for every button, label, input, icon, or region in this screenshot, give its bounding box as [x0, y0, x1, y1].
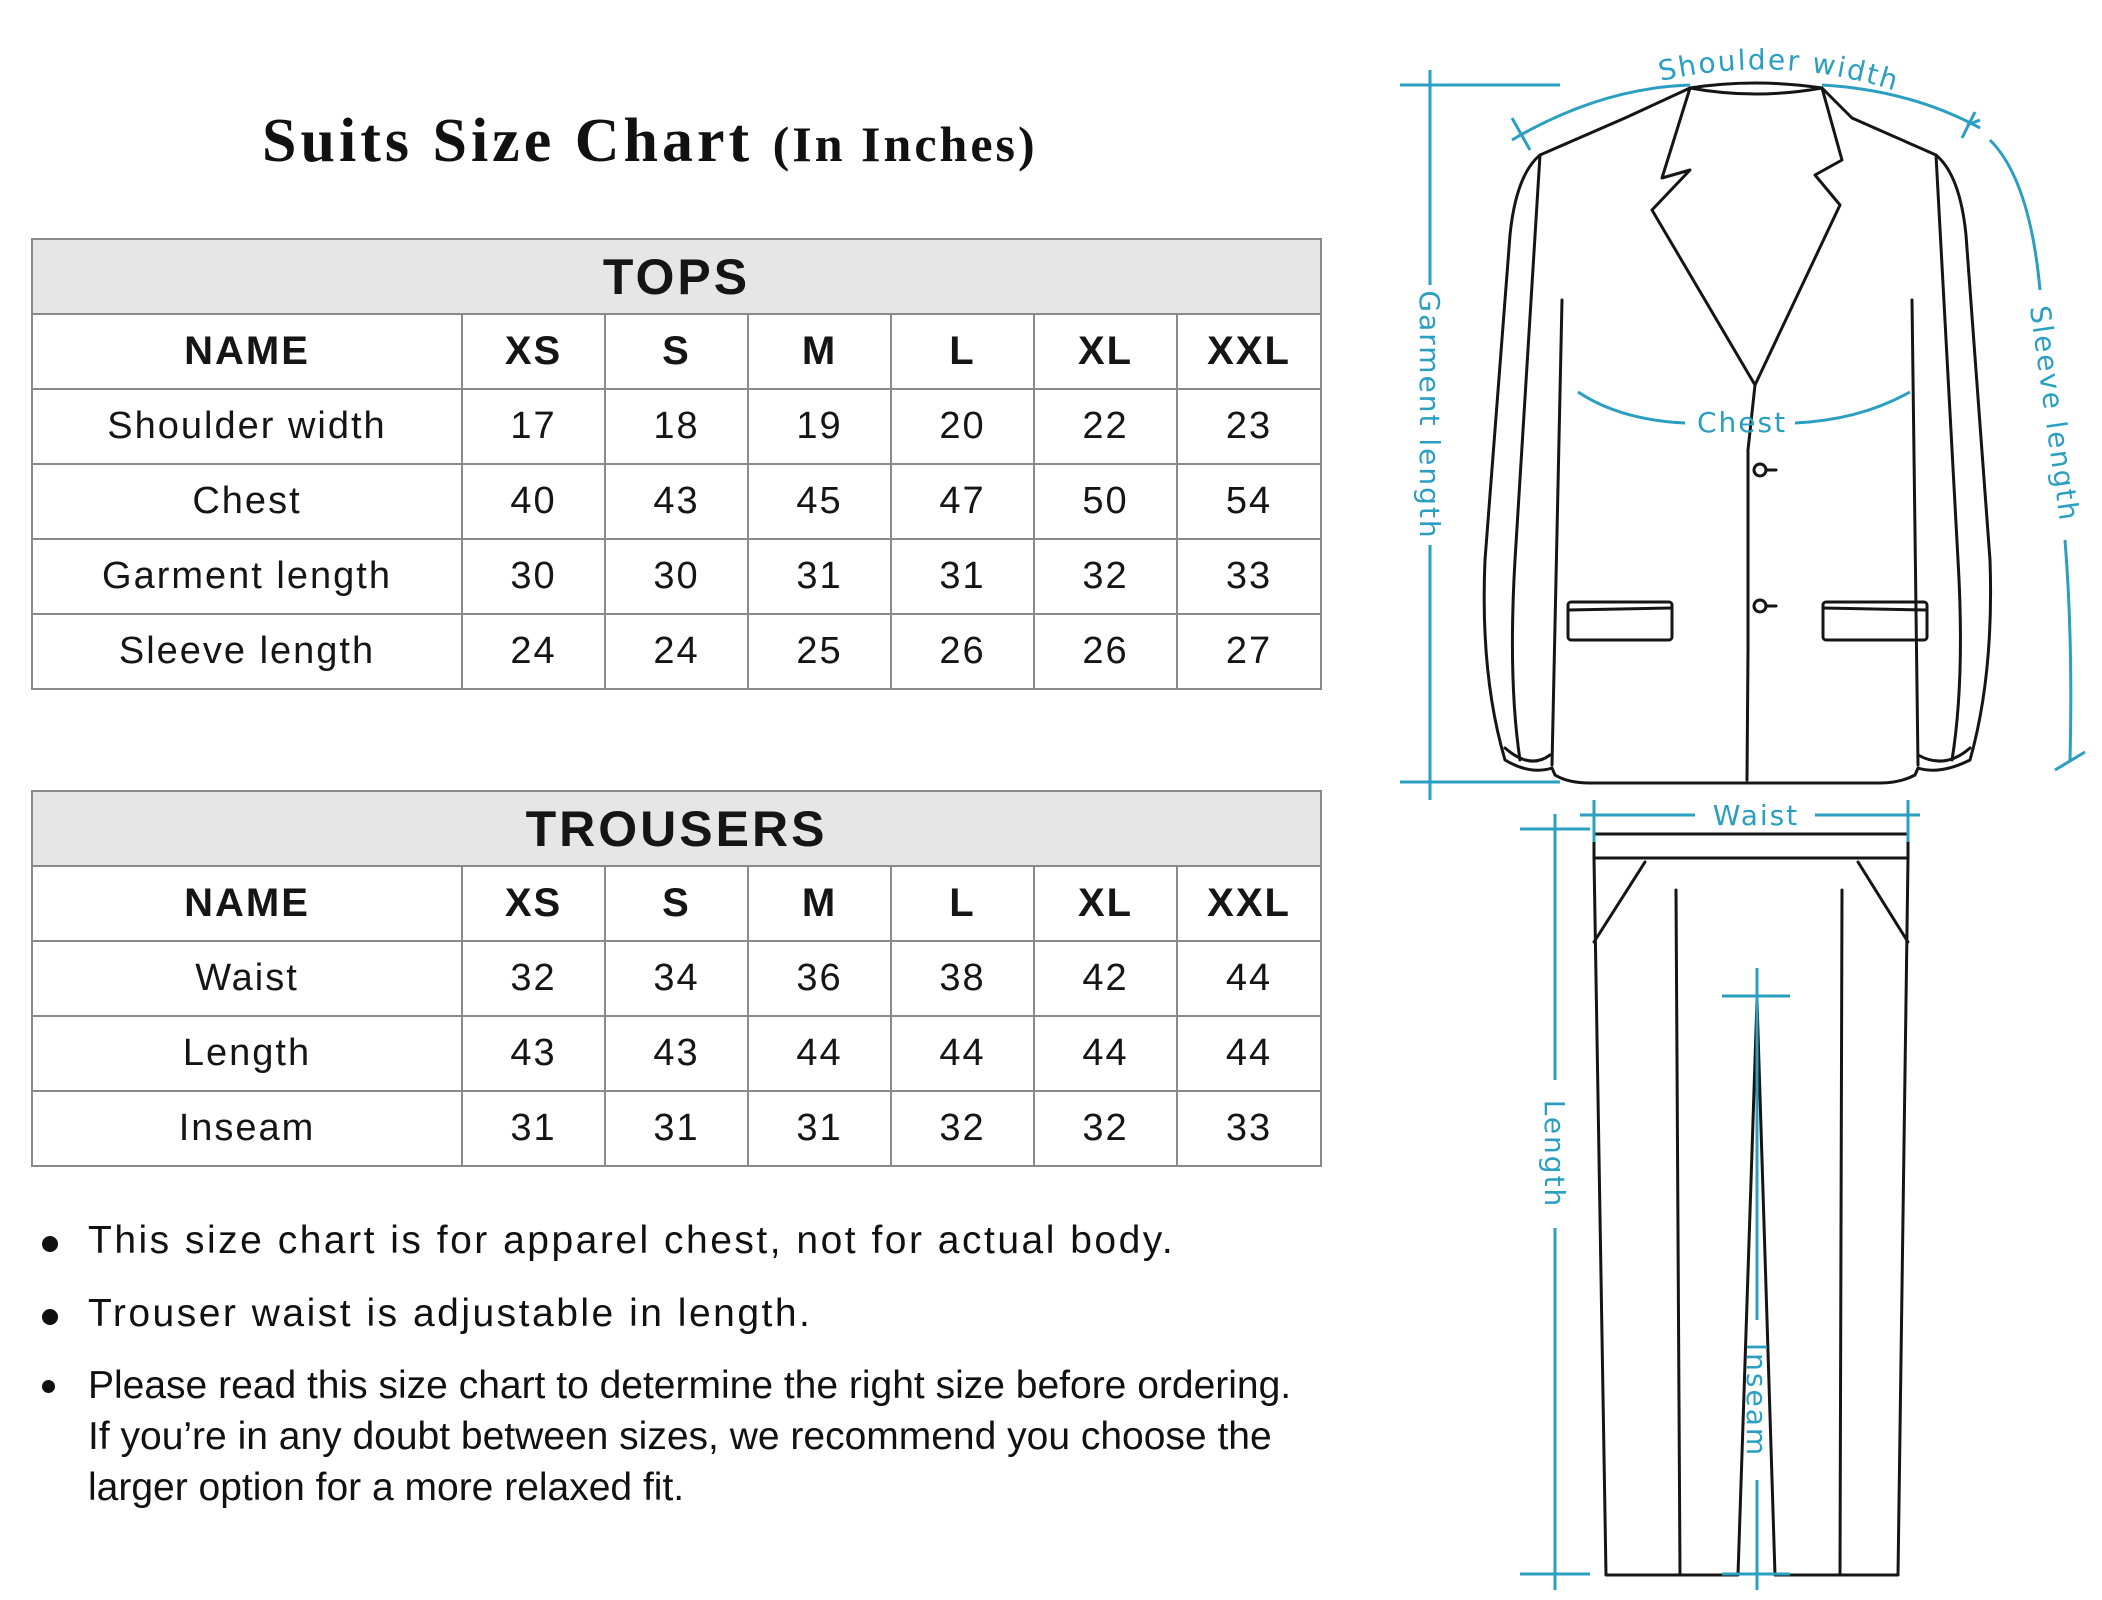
table-cell: 34 [605, 941, 748, 1016]
table-cell: 44 [891, 1016, 1034, 1091]
trousers-outline [1594, 858, 1908, 1575]
row-label: Length [32, 1016, 462, 1091]
waist-label: Waist [1712, 799, 1800, 832]
tops-section-title: TOPS [32, 239, 1321, 314]
table-cell: 44 [1177, 1016, 1321, 1091]
table-cell: 47 [891, 464, 1034, 539]
column-header: M [748, 866, 891, 941]
bullet-icon [42, 1380, 55, 1393]
table-cell: 23 [1177, 389, 1321, 464]
column-header: XL [1034, 866, 1177, 941]
table-cell: 32 [462, 941, 605, 1016]
column-header: XXL [1177, 866, 1321, 941]
table-cell: 42 [1034, 941, 1177, 1016]
table-cell: 24 [605, 614, 748, 689]
table-cell: 31 [605, 1091, 748, 1166]
table-cell: 20 [891, 389, 1034, 464]
table-row [32, 1091, 1321, 1166]
jacket-collar-inner [1690, 88, 1822, 94]
table-cell: 50 [1034, 464, 1177, 539]
table-cell: 26 [1034, 614, 1177, 689]
note-text: larger option for a more relaxed fit. [88, 1465, 685, 1509]
inseam-label: Inseam [1740, 1342, 1773, 1458]
table-cell: 40 [462, 464, 605, 539]
table-row [32, 614, 1321, 689]
table-row [32, 539, 1321, 614]
table-row [32, 389, 1321, 464]
column-header: XXL [1177, 314, 1321, 389]
table-cell: 31 [462, 1091, 605, 1166]
table-cell: 54 [1177, 464, 1321, 539]
column-header: XS [462, 314, 605, 389]
table-cell: 26 [891, 614, 1034, 689]
trousers-waistband [1594, 834, 1908, 858]
jacket-button [1754, 600, 1766, 612]
table-cell: 45 [748, 464, 891, 539]
shoulder-width-label: Shoulder width [1655, 43, 1904, 98]
column-header: L [891, 866, 1034, 941]
row-label: Chest [32, 464, 462, 539]
bullet-icon [42, 1236, 58, 1252]
column-header: XL [1034, 314, 1177, 389]
table-cell: 30 [462, 539, 605, 614]
note-text: If you’re in any doubt between sizes, we recommend you choose the [88, 1414, 1272, 1458]
notes-list [38, 1218, 1418, 1539]
table-cell: 32 [891, 1091, 1034, 1166]
column-header: S [605, 314, 748, 389]
chest-label: Chest [1696, 406, 1788, 439]
note-item [38, 1291, 1418, 1338]
garment-length-label: Garment length [1413, 290, 1446, 540]
suit-measurement-diagram [1390, 0, 2102, 1600]
jacket-left-sleeve [1512, 155, 1540, 760]
trousers-size-table [31, 790, 1322, 1167]
note-item [38, 1360, 1418, 1513]
table-cell: 44 [1177, 941, 1321, 1016]
column-header: L [891, 314, 1034, 389]
table-cell: 22 [1034, 389, 1177, 464]
table-cell: 18 [605, 389, 748, 464]
table-cell: 43 [462, 1016, 605, 1091]
note-text: Trouser waist is adjustable in length. [88, 1291, 813, 1335]
trousers-section-title: TROUSERS [32, 791, 1321, 866]
table-cell: 27 [1177, 614, 1321, 689]
row-label: Sleeve length [32, 614, 462, 689]
table-cell: 38 [891, 941, 1034, 1016]
row-label: Inseam [32, 1091, 462, 1166]
table-cell: 33 [1177, 1091, 1321, 1166]
table-cell: 43 [605, 464, 748, 539]
row-label: Shoulder width [32, 389, 462, 464]
length-label: Length [1538, 1099, 1571, 1209]
table-cell: 32 [1034, 1091, 1177, 1166]
table-cell: 44 [748, 1016, 891, 1091]
column-header: S [605, 866, 748, 941]
note-text: Please read this size chart to determine the right size before ordering. [88, 1363, 1292, 1407]
sleeve-length-label: Sleeve length [2022, 303, 2086, 524]
note-item [38, 1218, 1418, 1265]
table-cell: 17 [462, 389, 605, 464]
bullet-icon [42, 1309, 58, 1325]
title-sub: (In Inches) [772, 116, 1038, 172]
table-row [32, 1016, 1321, 1091]
title-main: Suits Size Chart [262, 107, 754, 175]
table-cell: 44 [1034, 1016, 1177, 1091]
note-text: This size chart is for apparel chest, not for actual body. [88, 1219, 1176, 1262]
table-cell: 43 [605, 1016, 748, 1091]
jacket-button [1754, 464, 1766, 476]
table-header-row [32, 314, 1321, 389]
column-header: M [748, 314, 891, 389]
table-cell: 31 [748, 539, 891, 614]
table-cell: 30 [605, 539, 748, 614]
table-header-row [32, 866, 1321, 941]
page-title [262, 106, 1038, 177]
table-cell: 25 [748, 614, 891, 689]
jacket-collar [1652, 88, 1842, 385]
table-cell: 19 [748, 389, 891, 464]
table-cell: 32 [1034, 539, 1177, 614]
column-header: NAME [32, 314, 462, 389]
row-label: Garment length [32, 539, 462, 614]
column-header: NAME [32, 866, 462, 941]
tops-size-table [31, 238, 1322, 690]
row-label: Waist [32, 941, 462, 1016]
jacket-right-sleeve [1936, 155, 1960, 760]
table-cell: 33 [1177, 539, 1321, 614]
column-header: XS [462, 866, 605, 941]
table-row [32, 464, 1321, 539]
table-row [32, 941, 1321, 1016]
table-cell: 31 [891, 539, 1034, 614]
table-cell: 24 [462, 614, 605, 689]
table-cell: 36 [748, 941, 891, 1016]
table-cell: 31 [748, 1091, 891, 1166]
